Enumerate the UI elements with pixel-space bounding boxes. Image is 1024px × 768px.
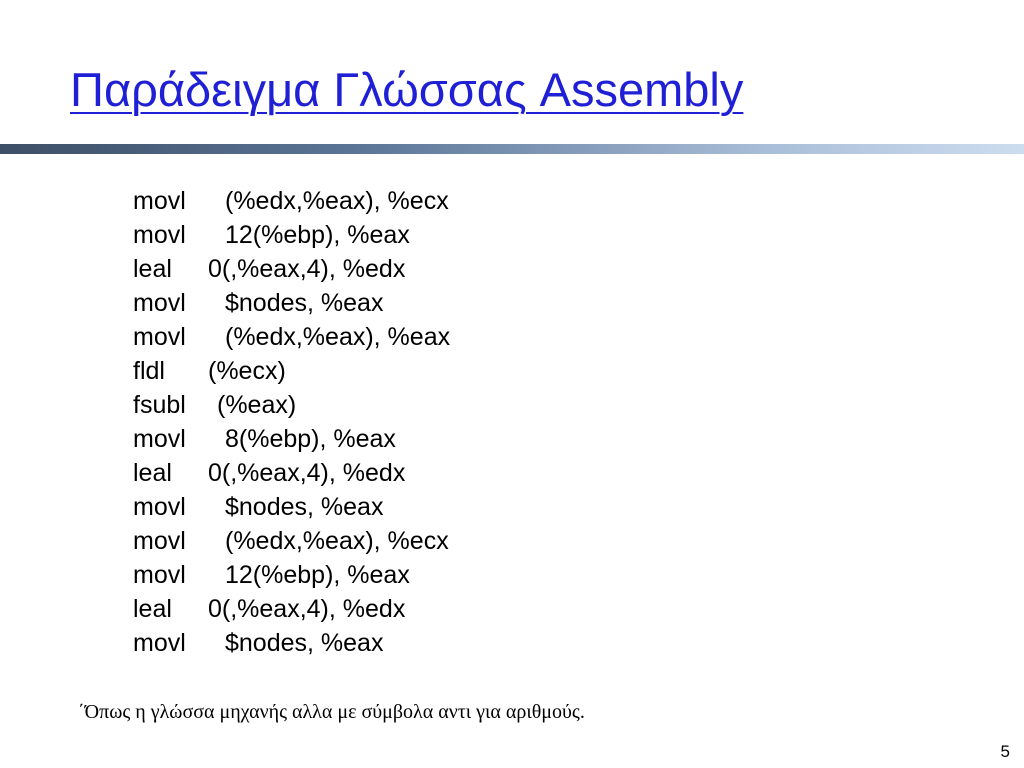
slide-title: Παράδειγμα Γλώσσας Assembly	[70, 63, 744, 116]
code-line	[133, 184, 450, 218]
code-line	[133, 422, 450, 456]
instruction-mnemonic: movl	[133, 425, 186, 453]
code-line	[133, 252, 450, 286]
title-divider	[0, 144, 1024, 154]
instruction-mnemonic: movl	[133, 561, 186, 589]
instruction-mnemonic: movl	[133, 493, 186, 521]
code-line	[133, 388, 450, 422]
instruction-operands: 12(%ebp), %eax	[225, 561, 410, 589]
code-line	[133, 218, 450, 252]
instruction-mnemonic: fsubl	[133, 391, 186, 419]
instruction-mnemonic: leal	[133, 459, 172, 487]
code-line	[133, 456, 450, 490]
instruction-operands: 0(,%eax,4), %edx	[208, 255, 406, 283]
instruction-mnemonic: movl	[133, 187, 186, 215]
instruction-operands: (%edx,%eax), %eax	[225, 323, 451, 351]
instruction-operands: 0(,%eax,4), %edx	[208, 595, 406, 623]
instruction-mnemonic: fldl	[133, 357, 165, 385]
instruction-operands: 8(%ebp), %eax	[225, 425, 396, 453]
instruction-mnemonic: movl	[133, 221, 186, 249]
instruction-operands: $nodes, %eax	[225, 289, 384, 317]
code-line	[133, 558, 450, 592]
slide-note: ΄Όπως η γλώσσα μηχανής αλλα με σύμβολα αντι για αριθμούς.	[78, 701, 585, 723]
code-line	[133, 490, 450, 524]
code-line	[133, 626, 450, 660]
instruction-mnemonic: movl	[133, 629, 186, 657]
code-line	[133, 320, 450, 354]
instruction-operands: (%ecx)	[208, 357, 286, 385]
instruction-operands: $nodes, %eax	[225, 629, 384, 657]
instruction-operands: $nodes, %eax	[225, 493, 384, 521]
instruction-operands: 0(,%eax,4), %edx	[208, 459, 406, 487]
code-line	[133, 354, 450, 388]
instruction-operands: (%eax)	[217, 391, 297, 419]
code-line	[133, 524, 450, 558]
instruction-operands: (%edx,%eax), %ecx	[225, 187, 449, 215]
instruction-mnemonic: movl	[133, 323, 186, 351]
instruction-mnemonic: movl	[133, 289, 186, 317]
instruction-mnemonic: movl	[133, 527, 186, 555]
code-line	[133, 592, 450, 626]
code-line	[133, 286, 450, 320]
instruction-mnemonic: leal	[133, 255, 172, 283]
page-number: 5	[1000, 742, 1010, 761]
instruction-mnemonic: leal	[133, 595, 172, 623]
instruction-operands: (%edx,%eax), %ecx	[225, 527, 449, 555]
assembly-code-listing	[133, 184, 450, 660]
instruction-operands: 12(%ebp), %eax	[225, 221, 410, 249]
